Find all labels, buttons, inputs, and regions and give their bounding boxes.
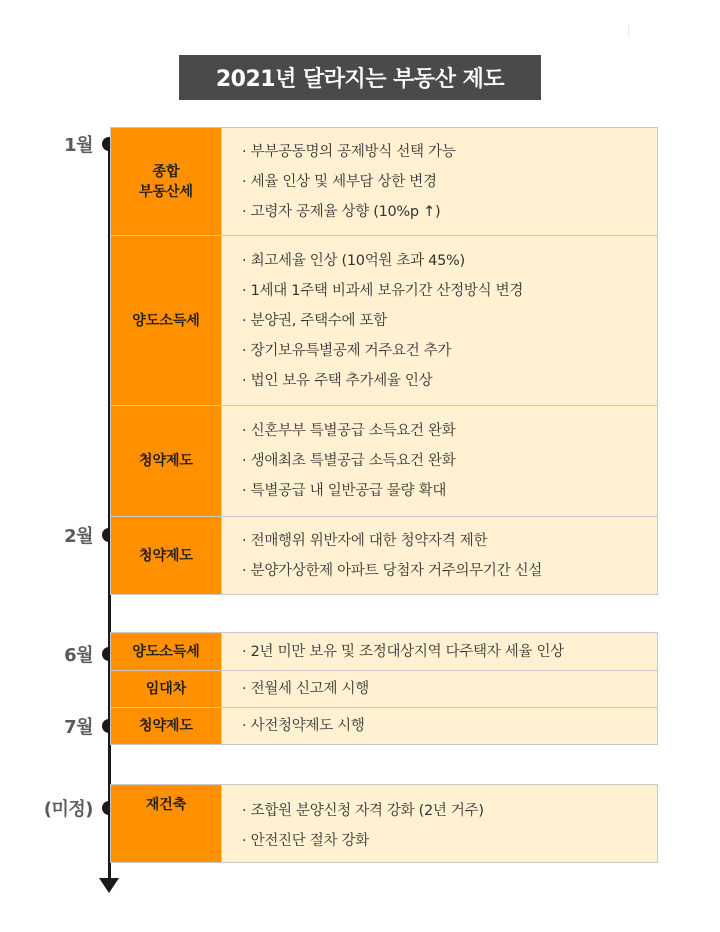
page-title: 2021년 달라지는 부동산 제도 (179, 55, 541, 100)
list-item: · 생애최초 특별공급 소득요건 완화 (242, 446, 657, 476)
month-label-undecided: (미정) (43, 799, 93, 820)
category-label: 청약제도 (138, 453, 194, 469)
list-item: · 2년 미만 보유 및 조정대상지역 다주택자 세율 인상 (242, 637, 657, 667)
list-item: · 장기보유특별공제 거주요건 추가 (242, 336, 657, 366)
items-cell (221, 632, 658, 671)
list-item: · 부부공동명의 공제방식 선택 가능 (242, 137, 657, 167)
month-label-feb: 2월 (64, 526, 93, 547)
items-cell (221, 784, 658, 863)
items-cell (221, 670, 658, 708)
items-cell (221, 405, 658, 517)
month-label-jun: 6월 (64, 645, 93, 666)
list-item: · 최고세율 인상 (10억원 초과 45%) (242, 246, 657, 276)
decorative-mark (628, 24, 629, 36)
category-cell (110, 235, 221, 406)
list-item: · 분양가상한제 아파트 당첨자 거주의무기간 신설 (242, 556, 657, 586)
category-label: 양도소득세 (132, 312, 200, 329)
policy-row-capital-gains-tax-jun (110, 632, 658, 671)
list-item: · 신혼부부 특별공급 소득요건 완화 (242, 416, 657, 446)
category-label: 청약제도 (138, 547, 194, 564)
category-label: 재건축 (145, 797, 187, 813)
category-label-line2: 부동산세 (138, 183, 194, 200)
category-label: 청약제도 (138, 718, 194, 734)
category-cell (110, 670, 221, 708)
list-item: · 법인 보유 주택 추가세율 인상 (242, 366, 657, 396)
list-item: · 전월세 신고제 시행 (242, 674, 657, 704)
timeline-arrow-icon (99, 878, 119, 893)
items-cell (221, 235, 658, 406)
policy-row-subscription-2 (110, 516, 658, 595)
list-item: · 세율 인상 및 세부담 상한 변경 (242, 167, 657, 197)
policy-row-subscription-jul (110, 707, 658, 745)
policy-row-subscription-1 (110, 405, 658, 517)
policy-row-comprehensive-tax (110, 127, 658, 236)
category-label-line1: 종합 (152, 163, 180, 180)
category-cell (110, 707, 221, 745)
list-item: · 1세대 1주택 비과세 보유기간 산정방식 변경 (242, 276, 657, 306)
policy-row-reconstruction (110, 784, 658, 863)
category-cell (110, 784, 221, 863)
policy-row-lease (110, 670, 658, 708)
month-label-jan: 1월 (64, 135, 93, 156)
list-item: · 분양권, 주택수에 포함 (242, 306, 657, 336)
category-cell (110, 405, 221, 517)
list-item: · 전매행위 위반자에 대한 청약자격 제한 (242, 526, 657, 556)
month-label-jul: 7월 (64, 717, 93, 738)
list-item: · 특별공급 내 일반공급 물량 확대 (242, 476, 657, 506)
list-item: · 고령자 공제율 상향 (10%p ↑) (242, 197, 657, 227)
category-cell (110, 516, 221, 595)
items-cell (221, 707, 658, 745)
category-label: 임대차 (145, 681, 187, 697)
list-item: · 사전청약제도 시행 (242, 711, 657, 741)
items-cell (221, 516, 658, 595)
category-cell (110, 127, 221, 236)
list-item: · 조합원 분양신청 자격 강화 (2년 거주) (242, 796, 657, 826)
category-label: 양도소득세 (132, 643, 200, 660)
items-cell (221, 127, 658, 236)
list-item: · 안전진단 절차 강화 (242, 826, 657, 856)
category-cell (110, 632, 221, 671)
policy-row-capital-gains-tax (110, 235, 658, 406)
